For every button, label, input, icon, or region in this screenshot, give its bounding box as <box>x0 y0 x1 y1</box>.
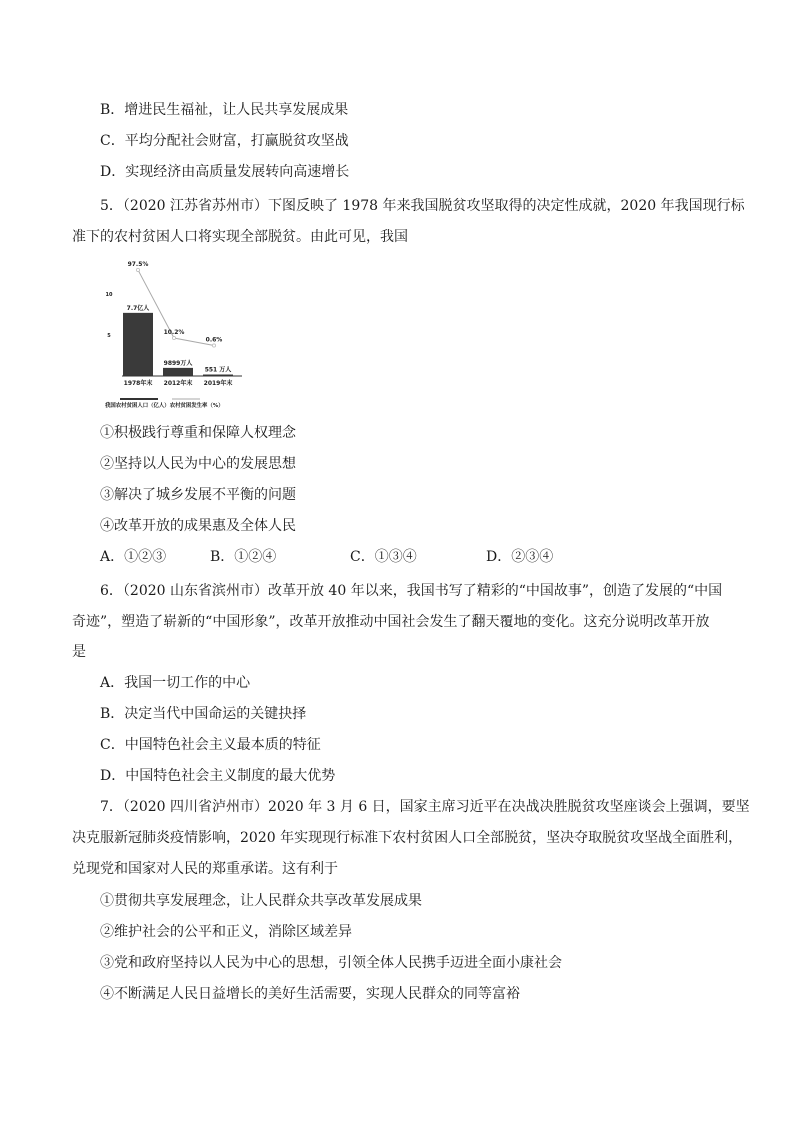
rate-marker-2 <box>212 344 215 347</box>
q6-option-b: B．决定当代中国命运的关键抉择 <box>100 706 307 722</box>
poverty-chart <box>100 256 250 408</box>
q5-stem-line2: 准下的农村贫困人口将实现全部脱贫。由此可见，我国 <box>72 229 408 245</box>
q5-option-b: B．①②④ <box>210 549 277 565</box>
bar-label-2: 551 万人 <box>204 366 232 374</box>
poverty-chart-svg <box>100 256 250 408</box>
y-tick-1: 5 <box>107 333 111 339</box>
q7-statement-3: ③党和政府坚持以人民为中心的思想，引领全体人民携手迈进全面小康社会 <box>100 955 562 971</box>
bar-label-0: 7.7亿人 <box>126 304 150 312</box>
q5-stem-line1: 5．（2020 江苏省苏州市）下图反映了 1978 年来我国脱贫攻坚取得的决定性成就，2020 年我国现行标 <box>100 198 745 214</box>
q5-statement-2: ②坚持以人民为中心的发展思想 <box>100 456 296 472</box>
rate-label-1: 10.2% <box>163 329 185 337</box>
q5-option-d: D．②③④ <box>486 549 554 565</box>
bar-0 <box>123 313 153 376</box>
q6-option-d: D．中国特色社会主义制度的最大优势 <box>100 768 336 784</box>
q6-option-a: A．我国一切工作的中心 <box>100 675 251 691</box>
q7-stem-line1: 7．（2020 四川省泸州市）2020 年 3 月 6 日，国家主席习近平在决战决胜脱贫攻坚座谈会上强调，要坚 <box>100 799 750 815</box>
q6-stem-line2: 奇迹”，塑造了崭新的“中国形象”，改革开放推动中国社会发生了翻天覆地的变化。这充分说明改革开放 <box>72 614 710 630</box>
q4-option-c: C．平均分配社会财富，打赢脱贫攻坚战 <box>100 133 349 149</box>
q4-option-d: D．实现经济由高质量发展转向高速增长 <box>100 164 350 180</box>
category-label-1: 2012年末 <box>163 380 193 387</box>
chart-legend: 我国农村贫困人口（亿人）农村贫困发生率（%） <box>105 403 224 408</box>
q6-stem-line3: 是 <box>72 644 86 660</box>
q5-options <box>100 547 553 567</box>
y-tick-0: 10 <box>105 292 113 298</box>
rate-marker-0 <box>136 268 139 271</box>
q7-stem-line2: 决克服新冠肺炎疫情影响，2020 年实现现行标准下农村贫困人口全部脱贫，坚决夺取脱贫攻坚战全面胜利， <box>72 830 743 846</box>
q5-option-a: A．①②③ <box>100 549 167 565</box>
q5-statement-3: ③解决了城乡发展不平衡的问题 <box>100 487 296 503</box>
q4-option-b: B．增进民生福祉，让人民共享发展成果 <box>100 102 349 118</box>
q6-stem-line1: 6．（2020 山东省滨州市）改革开放 40 年以来，我国书写了精彩的“中国故事”，创造了发展的“中国 <box>100 583 723 599</box>
q7-statement-1: ①贯彻共享发展理念，让人民群众共享改革发展成果 <box>100 893 422 909</box>
q5-statement-1: ①积极践行尊重和保障人权理念 <box>100 425 296 441</box>
q5-option-c: C．①③④ <box>350 549 417 565</box>
q7-stem-line3: 兑现党和国家对人民的郑重承诺。这有利于 <box>72 861 338 877</box>
rate-label-0: 97.5% <box>127 260 149 268</box>
category-label-2: 2019年末 <box>203 380 233 387</box>
bar-label-1: 9899万人 <box>163 359 193 367</box>
bar-1 <box>163 368 193 376</box>
rate-label-2: 0.6% <box>205 336 223 344</box>
q5-statement-4: ④改革开放的成果惠及全体人民 <box>100 518 296 534</box>
q6-option-c: C．中国特色社会主义最本质的特征 <box>100 737 321 753</box>
q7-statement-2: ②维护社会的公平和正义，消除区域差异 <box>100 924 352 940</box>
q7-statement-4: ④不断满足人民日益增长的美好生活需要，实现人民群众的同等富裕 <box>100 986 520 1002</box>
category-label-0: 1978年末 <box>123 380 153 387</box>
rate-marker-1 <box>172 336 175 339</box>
